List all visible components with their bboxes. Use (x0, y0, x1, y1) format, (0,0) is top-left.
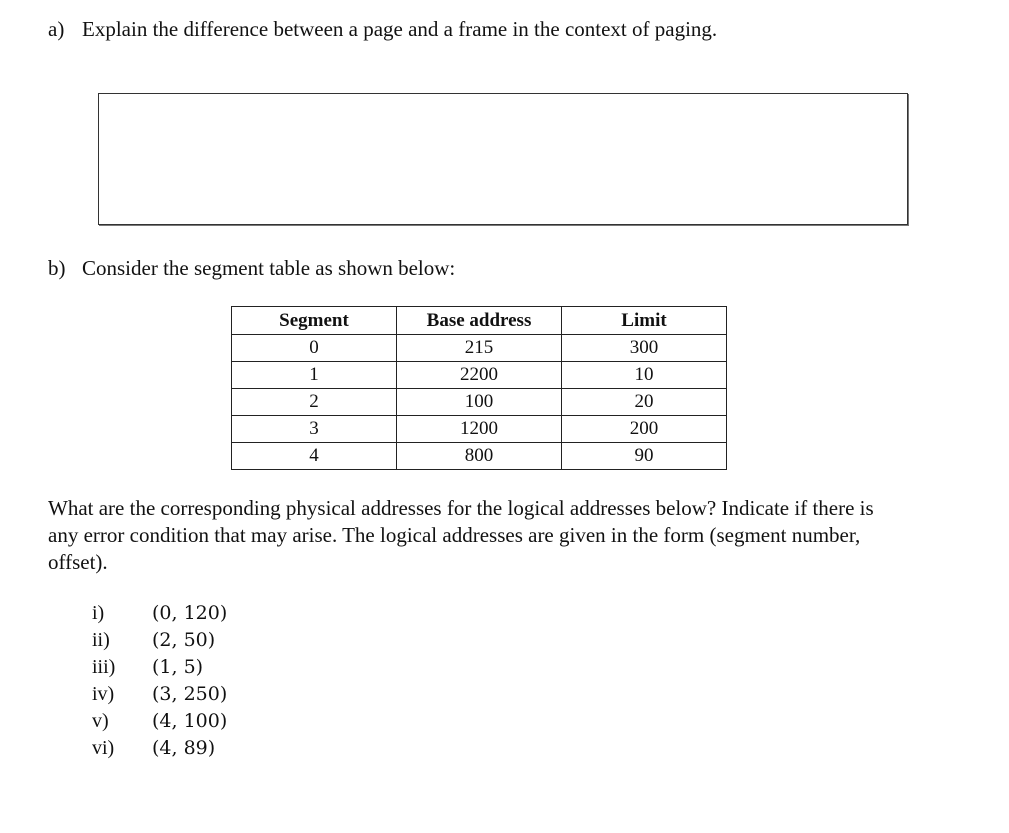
cell-base-address: 800 (397, 443, 562, 470)
header-base-address: Base address (397, 307, 562, 335)
table-row (232, 443, 727, 470)
cell-base-address: 2200 (397, 362, 562, 389)
cell-limit: 10 (562, 362, 727, 389)
item-address: (2, 50) (152, 629, 216, 651)
item-number: vi) (92, 737, 115, 759)
table-row (232, 416, 727, 443)
list-item (92, 627, 227, 654)
item-address: (4, 100) (152, 710, 228, 732)
cell-segment: 0 (232, 335, 397, 362)
cell-segment: 1 (232, 362, 397, 389)
question-a-marker: a) (48, 17, 65, 41)
list-item (92, 600, 227, 627)
item-number: iv) (92, 683, 115, 705)
header-segment: Segment (232, 307, 397, 335)
cell-base-address: 1200 (397, 416, 562, 443)
question-b (48, 255, 455, 281)
cell-base-address: 215 (397, 335, 562, 362)
list-item (92, 654, 227, 681)
list-item (92, 735, 227, 762)
question-a (48, 16, 717, 42)
table-row (232, 335, 727, 362)
cell-segment: 2 (232, 389, 397, 416)
question-b-text: Consider the segment table as shown below: (82, 256, 456, 280)
cell-limit: 300 (562, 335, 727, 362)
cell-limit: 90 (562, 443, 727, 470)
item-address: (4, 89) (152, 737, 216, 759)
question-a-text: Explain the difference between a page and a frame in the context of paging. (82, 17, 718, 41)
item-number: ii) (92, 629, 110, 651)
item-address: (0, 120) (152, 602, 228, 624)
item-number: i) (92, 602, 105, 624)
table-row (232, 362, 727, 389)
table-header-row (232, 307, 727, 335)
logical-address-list (92, 600, 227, 762)
item-number: iii) (92, 656, 116, 678)
cell-segment: 4 (232, 443, 397, 470)
list-item (92, 681, 227, 708)
answer-box[interactable] (98, 93, 908, 225)
segment-table (231, 306, 727, 470)
cell-limit: 200 (562, 416, 727, 443)
cell-segment: 3 (232, 416, 397, 443)
item-number: v) (92, 710, 109, 732)
instructions-paragraph: What are the corresponding physical addresses for the logical addresses below? Indicate if there is any error condition that may arise. The logical addresses are given in the form (segment number, offset). (48, 496, 874, 574)
cell-base-address: 100 (397, 389, 562, 416)
table-row (232, 389, 727, 416)
item-address: (1, 5) (152, 656, 204, 678)
header-limit: Limit (562, 307, 727, 335)
list-item (92, 708, 227, 735)
question-b-marker: b) (48, 256, 66, 280)
item-address: (3, 250) (152, 683, 228, 705)
cell-limit: 20 (562, 389, 727, 416)
